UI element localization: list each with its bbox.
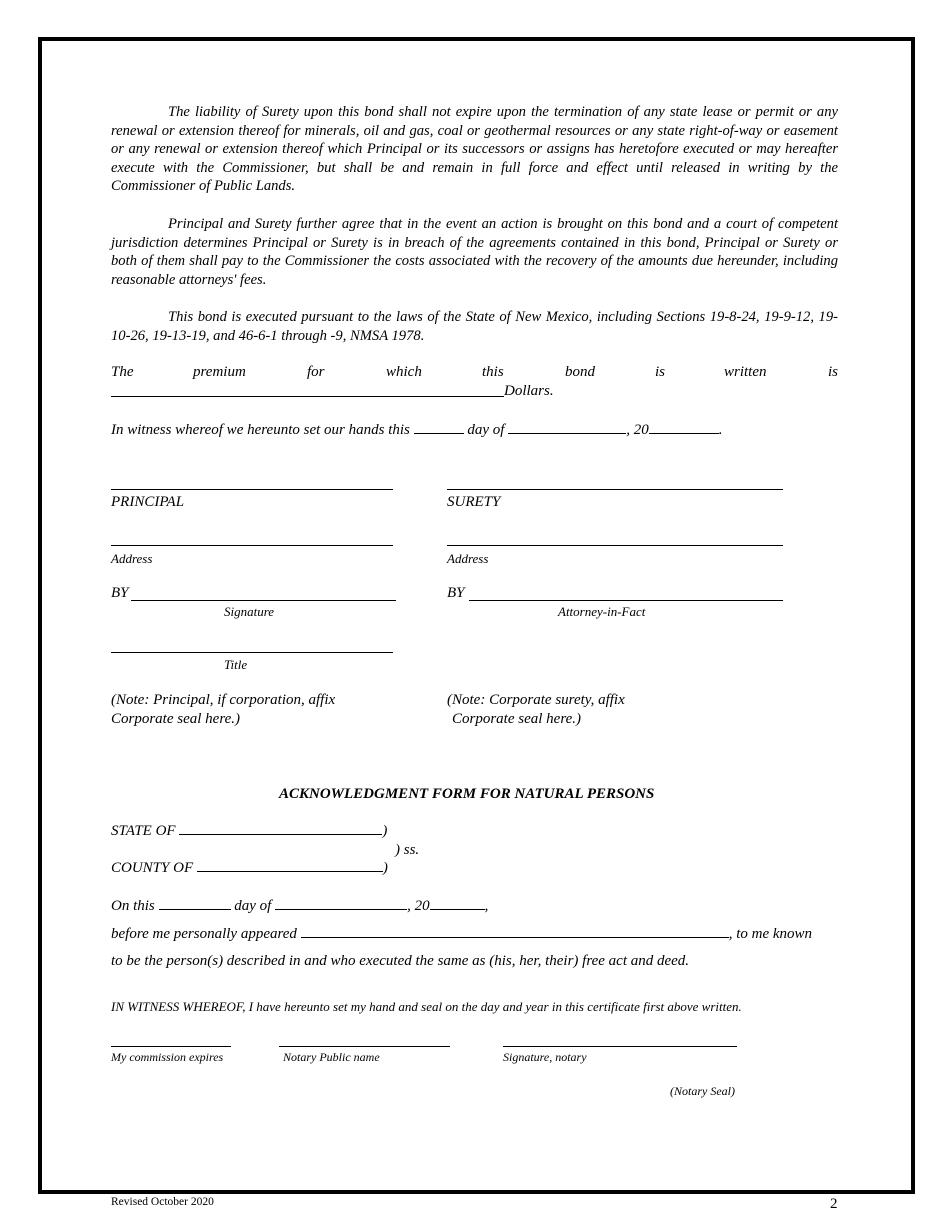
state-of-label: STATE OF <box>111 823 176 839</box>
principal-signature-line[interactable] <box>111 489 393 490</box>
premium-amount-line[interactable] <box>111 396 504 397</box>
costs-paragraph: Principal and Surety further agree that in the event an action is brought on this bond and a court of competent jurisdiction determines Principal or Surety is in breach of the agreements contained in this bond, Principal or Surety or both of them shall pay to the Commissioner the costs associated with the recovery of the amounts due hereunder, including reasonable attorneys' fees. <box>111 216 838 288</box>
witness-end: . <box>718 422 723 438</box>
title-caption: Title <box>224 657 248 672</box>
county-paren: ) <box>382 860 388 876</box>
state-of-row <box>111 822 387 840</box>
witness-day-of: day of <box>467 422 505 438</box>
principal-note-line-2: Corporate seal here.) <box>111 711 241 727</box>
state-paren: ) <box>382 823 388 839</box>
to-me-known-label: , to me known <box>728 926 813 942</box>
premium-dollars-label: Dollars. <box>504 383 554 399</box>
principal-address-label: Address <box>111 551 153 566</box>
premium-word: this <box>482 364 504 380</box>
premium-word: premium <box>193 364 246 380</box>
witness-month-blank[interactable] <box>508 421 626 434</box>
ack-day-blank[interactable] <box>159 897 231 910</box>
commission-expires-line[interactable] <box>111 1046 231 1047</box>
premium-word: The <box>111 364 134 380</box>
county-of-label: COUNTY OF <box>111 860 194 876</box>
premium-word: which <box>386 364 422 380</box>
page-border <box>38 37 915 1194</box>
surety-address-label: Address <box>447 551 489 566</box>
witness-day-blank[interactable] <box>414 421 464 434</box>
notary-signature-line[interactable] <box>503 1046 737 1047</box>
witness-year-prefix: , 20 <box>626 422 649 438</box>
witness-prefix: In witness whereof we hereunto set our hands this <box>111 422 410 438</box>
premium-word: is <box>828 364 839 380</box>
principal-address-line[interactable] <box>111 545 393 546</box>
laws-paragraph: This bond is executed pursuant to the laws of the State of New Mexico, including Sections 19-8-24, 19-9-12, 19-10-26, 19-13-19, and 46-6-1 through -9, NMSA 1978. <box>111 309 838 344</box>
commission-expires-caption: My commission expires <box>111 1050 224 1064</box>
premium-word: is <box>655 364 666 380</box>
principal-by-line[interactable] <box>131 600 396 601</box>
ss-label: ) ss. <box>395 842 420 858</box>
principal-by-label: BY <box>111 585 129 601</box>
notary-seal-label: (Notary Seal) <box>670 1084 735 1098</box>
witness-year-blank[interactable] <box>649 421 719 434</box>
notary-name-line[interactable] <box>279 1046 450 1047</box>
premium-word: for <box>307 364 325 380</box>
premium-word: written <box>724 364 767 380</box>
on-this-row <box>111 897 488 915</box>
principal-label: PRINCIPAL <box>111 494 185 510</box>
county-of-blank[interactable] <box>197 859 383 872</box>
described-text: to be the person(s) described in and who executed the same as (his, her, their) free act and deed. <box>111 953 690 969</box>
page-number: 2 <box>830 1196 838 1212</box>
ack-month-blank[interactable] <box>275 897 407 910</box>
acknowledgment-heading: ACKNOWLEDGMENT FORM FOR NATURAL PERSONS <box>279 786 655 802</box>
appeared-row <box>111 925 812 943</box>
surety-note-line-1: (Note: Corporate surety, affix <box>447 692 625 708</box>
attorney-in-fact-caption: Attorney-in-Fact <box>558 604 646 619</box>
before-me-label: before me personally appeared <box>111 926 297 942</box>
surety-label: SURETY <box>447 494 501 510</box>
ack-year-prefix: , 20 <box>407 898 430 914</box>
on-this-label: On this <box>111 898 155 914</box>
liability-paragraph: The liability of Surety upon this bond shall not expire upon the termination of any state lease or permit or any renewal or extension thereof for minerals, oil and gas, coal or geothermal resources or any state right-of-way or easement or any renewal or extension thereof which Principal or its successors or assigns has heretofore executed or may hereafter execute with the Commissioner, but shall be and remain in full force and effect until released in writing by the Commissioner of Public Lands. <box>111 104 838 195</box>
surety-note-line-2: Corporate seal here.) <box>452 711 582 727</box>
county-of-row <box>111 859 388 877</box>
signature-caption: Signature <box>224 604 275 619</box>
notary-signature-caption: Signature, notary <box>503 1050 587 1064</box>
in-witness-text: IN WITNESS WHEREOF, I have hereunto set my hand and seal on the day and year in this certificate first above written. <box>111 999 742 1014</box>
ack-year-blank[interactable] <box>430 897 485 910</box>
appeared-name-blank[interactable] <box>301 925 729 938</box>
premium-word: bond <box>565 364 595 380</box>
principal-note-line-1: (Note: Principal, if corporation, affix <box>111 692 336 708</box>
state-of-blank[interactable] <box>179 822 382 835</box>
notary-name-caption: Notary Public name <box>283 1050 380 1064</box>
title-line[interactable] <box>111 652 393 653</box>
witness-line <box>111 421 722 439</box>
revised-date: Revised October 2020 <box>111 1196 214 1208</box>
surety-by-line[interactable] <box>469 600 783 601</box>
ack-comma: , <box>484 898 489 914</box>
surety-address-line[interactable] <box>447 545 783 546</box>
surety-signature-line[interactable] <box>447 489 783 490</box>
surety-by-label: BY <box>447 585 465 601</box>
ack-day-of-label: day of <box>234 898 272 914</box>
